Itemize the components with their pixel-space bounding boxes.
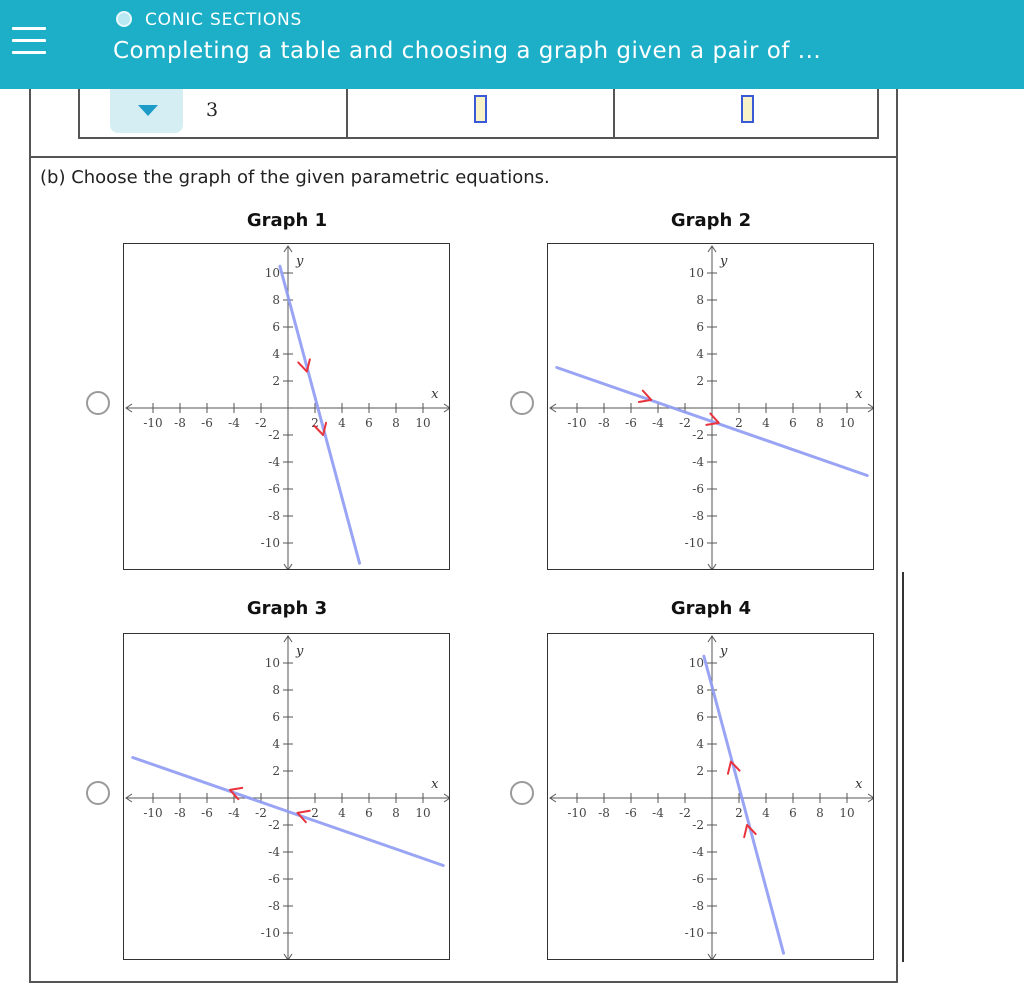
x-tick-label: 6	[789, 416, 797, 430]
x-tick-label: -4	[228, 806, 240, 820]
x-axis-label: x	[855, 777, 863, 792]
topic-label: CONIC SECTIONS	[145, 10, 303, 30]
graph-3-radio[interactable]	[86, 781, 110, 805]
x-tick-label: 2	[311, 416, 319, 430]
x-tick-label: 8	[392, 806, 400, 820]
x-tick-label: -2	[679, 416, 691, 430]
x-tick-label: 6	[365, 416, 373, 430]
x-tick-label: -10	[143, 416, 163, 430]
y-tick-label: -4	[692, 455, 704, 469]
x-tick-label: -8	[174, 416, 186, 430]
y-tick-label: 4	[272, 347, 280, 361]
x-tick-label: -10	[567, 416, 587, 430]
y-tick-label: -8	[692, 509, 704, 523]
x-tick-label: -6	[625, 416, 637, 430]
y-tick-label: -4	[268, 455, 280, 469]
x-tick-label: 4	[338, 806, 346, 820]
answer-input-x[interactable]	[474, 95, 487, 123]
x-tick-label: 2	[311, 806, 319, 820]
table-cell-value: 3	[206, 99, 219, 121]
y-tick-label: -2	[268, 428, 280, 442]
x-tick-label: -8	[598, 806, 610, 820]
graph-1-title: Graph 1	[246, 210, 328, 231]
graph-2-plot	[547, 243, 874, 570]
y-tick-label: -10	[684, 536, 704, 550]
x-tick-label: -8	[174, 806, 186, 820]
graph-svg	[548, 634, 873, 959]
x-tick-label: -2	[255, 806, 267, 820]
y-tick-label: 4	[696, 737, 704, 751]
x-tick-label: 2	[735, 416, 743, 430]
x-tick-label: -4	[652, 416, 664, 430]
part-a-border-right	[896, 89, 898, 157]
x-tick-label: 4	[762, 806, 770, 820]
graph-3-title: Graph 3	[246, 598, 328, 619]
x-tick-label: 8	[392, 416, 400, 430]
y-tick-label: -10	[260, 536, 280, 550]
graph-2-radio[interactable]	[510, 391, 534, 415]
y-tick-label: 4	[696, 347, 704, 361]
x-tick-label: -6	[201, 806, 213, 820]
graph-4-plot	[547, 633, 874, 960]
graph-svg	[124, 634, 449, 959]
y-tick-label: 6	[696, 710, 704, 724]
y-axis-label: y	[720, 643, 728, 659]
y-tick-label: -8	[692, 899, 704, 913]
y-tick-label: 2	[696, 374, 704, 388]
x-tick-label: 4	[338, 416, 346, 430]
x-axis-label: x	[431, 777, 439, 792]
x-tick-label: -2	[255, 416, 267, 430]
y-tick-label: -2	[692, 818, 704, 832]
x-tick-label: 6	[365, 806, 373, 820]
y-tick-label: -8	[268, 509, 280, 523]
graph-4-radio[interactable]	[510, 781, 534, 805]
x-tick-label: 4	[762, 416, 770, 430]
y-tick-label: -4	[268, 845, 280, 859]
y-tick-label: 6	[272, 710, 280, 724]
x-tick-label: -4	[652, 806, 664, 820]
y-tick-label: 8	[272, 293, 280, 307]
graph-svg	[124, 244, 449, 569]
x-tick-label: 8	[816, 416, 824, 430]
x-tick-label: 6	[789, 806, 797, 820]
graph-svg	[548, 244, 873, 569]
y-tick-label: 8	[272, 683, 280, 697]
graph-3-plot	[123, 633, 450, 960]
y-tick-label: 6	[696, 320, 704, 334]
y-axis-label: y	[296, 643, 304, 659]
row-dropdown-button[interactable]	[110, 89, 183, 133]
y-tick-label: -2	[268, 818, 280, 832]
x-axis-label: x	[855, 387, 863, 402]
y-tick-label: -2	[692, 428, 704, 442]
y-tick-label: -10	[260, 926, 280, 940]
y-tick-label: 4	[272, 737, 280, 751]
x-tick-label: -10	[143, 806, 163, 820]
y-tick-label: -6	[268, 872, 280, 886]
y-tick-label: -8	[268, 899, 280, 913]
x-axis-label: x	[431, 387, 439, 402]
answer-input-y[interactable]	[741, 95, 754, 123]
y-tick-label: 6	[272, 320, 280, 334]
table-cell-y	[613, 89, 877, 137]
page-title: Completing a table and choosing a graph given a pair of ...	[113, 38, 822, 64]
y-tick-label: 8	[696, 683, 704, 697]
part-a-border-left	[29, 89, 31, 157]
hamburger-menu-icon[interactable]	[12, 21, 46, 61]
y-tick-label: 10	[688, 656, 704, 670]
x-tick-label: -10	[567, 806, 587, 820]
table-cell-x	[346, 89, 613, 137]
y-tick-label: 10	[688, 266, 704, 280]
y-tick-label: -4	[692, 845, 704, 859]
y-tick-label: 10	[264, 266, 280, 280]
parametric-line	[704, 656, 784, 953]
y-tick-label: 2	[696, 764, 704, 778]
x-tick-label: -6	[201, 416, 213, 430]
graph-4-title: Graph 4	[670, 598, 752, 619]
y-tick-label: -6	[692, 872, 704, 886]
app-header	[0, 0, 1024, 89]
x-tick-label: -4	[228, 416, 240, 430]
y-tick-label: -6	[268, 482, 280, 496]
x-tick-label: -6	[625, 806, 637, 820]
y-tick-label: 8	[696, 293, 704, 307]
y-tick-label: 2	[272, 764, 280, 778]
graph-1-plot	[123, 243, 450, 570]
y-tick-label: 2	[272, 374, 280, 388]
values-table-row	[78, 89, 879, 139]
circle-status-icon	[116, 11, 132, 27]
graph-1-radio[interactable]	[86, 391, 110, 415]
part-b-prompt: (b) Choose the graph of the given parametric equations.	[40, 167, 550, 188]
x-tick-label: -8	[598, 416, 610, 430]
x-tick-label: 10	[415, 416, 431, 430]
parametric-line	[280, 266, 360, 563]
x-tick-label: 10	[415, 806, 431, 820]
y-axis-label: y	[296, 253, 304, 269]
x-tick-label: -2	[679, 806, 691, 820]
caret-down-icon	[138, 105, 158, 116]
table-cell-t	[80, 89, 346, 137]
x-tick-label: 8	[816, 806, 824, 820]
x-tick-label: 10	[839, 416, 855, 430]
graph-2-title: Graph 2	[670, 210, 752, 231]
x-tick-label: 2	[735, 806, 743, 820]
x-tick-label: 10	[839, 806, 855, 820]
y-tick-label: -6	[692, 482, 704, 496]
y-tick-label: -10	[684, 926, 704, 940]
scroll-track[interactable]	[902, 572, 904, 962]
y-tick-label: 10	[264, 656, 280, 670]
y-axis-label: y	[720, 253, 728, 269]
